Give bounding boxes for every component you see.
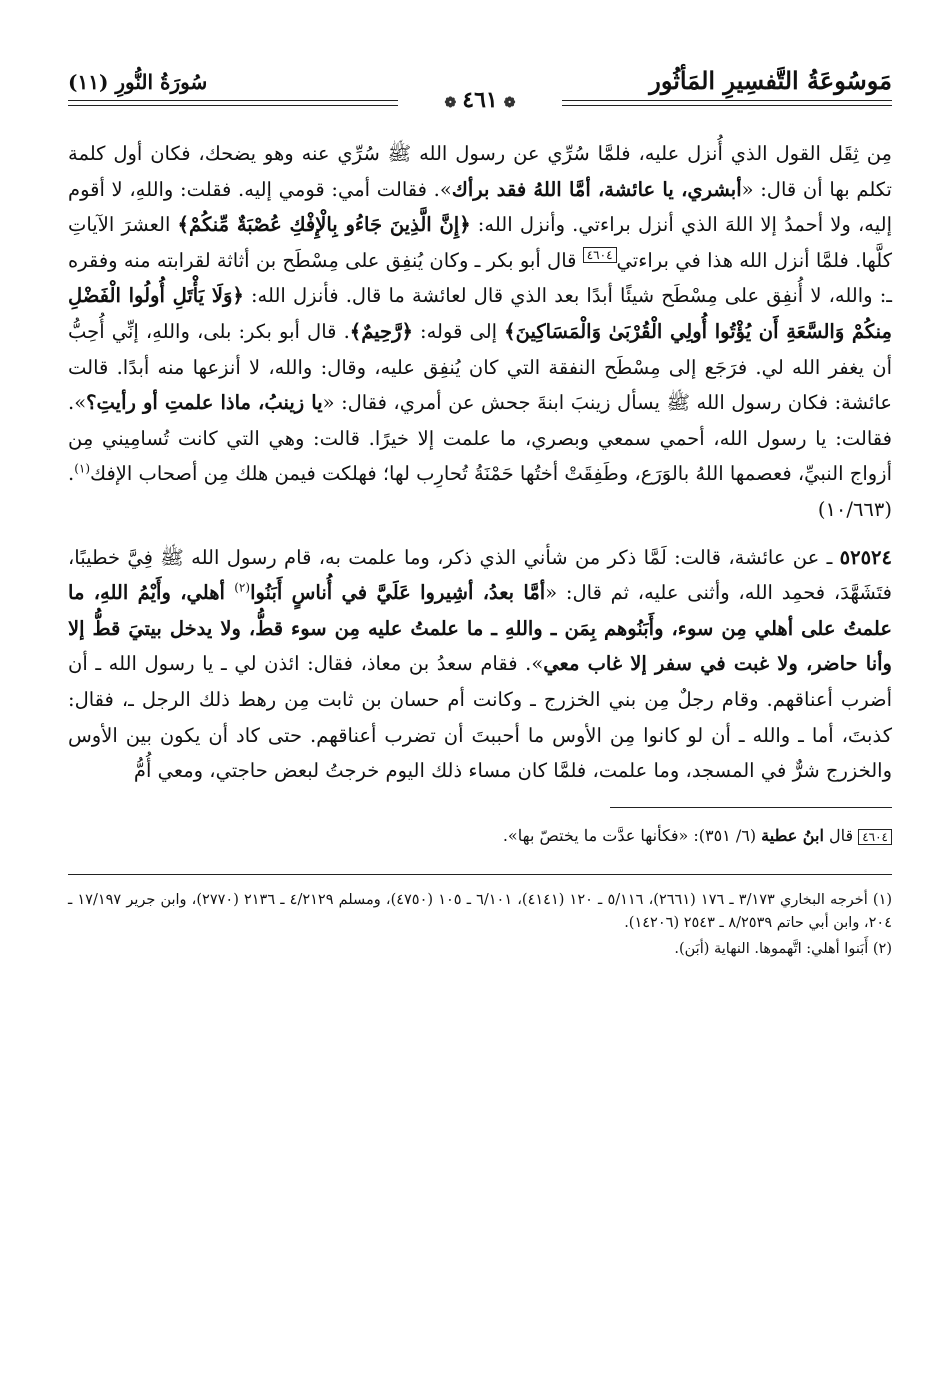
page-number-block <box>398 87 562 113</box>
text-run: (٦/ ٣٥١): «فكأنها عدَّت ما يختصّ بها». <box>502 825 762 845</box>
footnotes <box>68 889 892 962</box>
footnote-rule <box>68 874 892 875</box>
footnote-1: (١) أخرجه البخاري ٣/١٧٣ ـ ١٧٦ (٢٦٦١)، ٥/١١٦ ـ ١٢٠ (٤١٤١)، ٦/١٠١ ـ ١٠٥ (٤٧٥٠)، ومسلم ٤/٢١٢٩ ـ ٢١٣٦ (٢٧٧٠)، وابن جرير ١٧/١٩٧ ـ ٢٠٤، وابن أبي حاتم ٨/٢٥٣٩ ـ ٢٥٤٣ (١٤٢٠٦). <box>68 891 893 932</box>
commentary-author: ابنُ عطية <box>761 825 824 845</box>
text-run: مِن ثِقَل القول الذي أُنزل عليه، فلمَّا سُرِّي عن رسول الله ﷺ سُرِّي عنه وهو يضحك، فكان أول كلمة تكلم بها أن قال: « <box>68 142 892 201</box>
quran-verse: ﴿رَّحِيمٌ﴾ <box>349 319 413 343</box>
text-run: قال <box>823 825 859 845</box>
header-rule-right <box>562 100 892 106</box>
text-run: ». فقالت: يا رسول الله، أحمي سمعي وبصري، ما علمت إلا خيرًا. قالت: وهي التي كانت تُسامِيني مِن أزواج النبيِّ، فعصمها اللهُ بالوَرَع، وطَفِقَتْ أختُها حَمْنَةُ تُحارِب لها؛ فهلكت فيمن هلك مِن أصحاب الإفك <box>68 391 892 486</box>
ornament-icon: ❁ <box>444 95 457 111</box>
commentary-note <box>68 822 892 850</box>
text-run: . قال أبو بكر: بلى، واللهِ، إنِّي أُحِبُّ أن يغفر الله لي. فرَجَع إلى مِسْطَح النفقة التي كان يُنفِق عليه، وقال: والله، لا أنزعها منه أبدًا. قالت عائشة: فكان رسول الله ﷺ يسأل زينبَ ابنةَ جحش عن أمري، فقال: « <box>68 319 893 415</box>
text-run: العشرَ الآياتِ كلَّها. فلمَّا أنزل الله هذا في براءتي <box>68 213 892 272</box>
text-run: ». فقام سعدُ بن معاذ، فقال: ائذن لي ـ يا رسول الله ـ أن أضرب أعناقهم. وقام رجلٌ مِن بني الخزرج ـ وكانت أم حسان بن ثابت مِن رهط ذلك الرجل ـ، فقال: كذبتَ، أما ـ والله ـ أن لو كانوا مِن الأوس ما أحببتَ أن تضرب أعناقهم. حتى كاد أن يكون بين الأوس والخزرج شرٌّ في المسجد، وما علمت، فلمَّا كان مساء ذلك اليوم خرجتُ لبعض حاجتي، ومعي أُمُّ <box>68 652 892 783</box>
ornament-icon: ❁ <box>503 95 516 111</box>
commentary-ref-marker[interactable]: ٤٦٠٤ <box>583 247 617 263</box>
hadith-quote: أبشري، يا عائشة، أمَّا اللهُ فقد برأك <box>451 177 742 201</box>
header-rule-left <box>68 100 398 106</box>
hadith-paragraph <box>68 540 892 789</box>
text-run: قال أبو بكر ـ وكان يُنفِق على مِسْطَح بن أثاثة لقرابته منه وفقره ـ: والله، لا أُنفِق على مِسْطَح شيئًا أبدًا بعد الذي قال لعائشة ما قال. فأنزل الله: <box>68 248 892 308</box>
page-number: ٤٦١ <box>462 87 498 113</box>
book-title: مَوسُوعَةُ التَّفسِيرِ المَأثُور <box>649 66 892 95</box>
footnote-marker[interactable]: (٢) <box>234 580 251 595</box>
hadith-quote: أمَّا بعدُ، أشِيروا عَلَيَّ في أُناسٍ أَبَنُوا <box>250 581 546 605</box>
volume-reference: . (١٠/٦٦٣) <box>68 462 892 521</box>
page-header <box>68 62 892 114</box>
page <box>68 62 892 1352</box>
footnote-2: (٢) أَبَنوا أهلي: اتَّهموها. النهاية (أبَن). <box>674 940 892 957</box>
text-run: إلى قوله: <box>412 319 505 343</box>
main-text <box>68 136 892 789</box>
quran-verse: ﴿وَلَا يَأْتَلِ أُولُوا الْفَضْلِ مِنكُمْ وَالسَّعَةِ أَن يُؤْتُوا أُولِي الْقُرْبَىٰ وَالْمَسَاكِينَ﴾ <box>68 284 892 343</box>
footnote-marker[interactable]: (١) <box>74 461 91 476</box>
surah-label: سُورَةُ النُّورِ (١١) <box>68 70 208 94</box>
hadith-quote: يا زينبُ، ماذا علمتِ أو رأيتِ؟ <box>86 391 323 415</box>
hadith-number: ٥٢٥٢٤ <box>839 545 892 569</box>
commentary-ref-label: ٤٦٠٤ <box>858 829 892 845</box>
hadith-quote: أهلي، وأَيْمُ اللهِ، ما علمتُ على أهلي مِن سوء، وأَبَنُوهم بِمَن ـ واللهِ ـ ما علمتُ عليه مِن سوء قطُّ، ولا يدخل بيتيَ قطُّ إلا وأنا حاضر، ولا غبت في سفر إلا غاب معي <box>68 581 892 676</box>
text-run: ». فقالت أمي: قومي إليه. فقلت: واللهِ، لا أقوم إليه، ولا أحمدُ إلا اللهَ الذي أنزل براءتي. وأنزل الله: <box>68 177 892 237</box>
commentary-rule <box>610 807 892 808</box>
quran-verse: ﴿إِنَّ الَّذِينَ جَاءُو بِالْإِفْكِ عُصْبَةٌ مِّنكُمْ﴾ <box>177 213 471 237</box>
paragraph-continued <box>68 136 892 528</box>
text-run: ـ عن عائشة، قالت: لَمَّا ذكر من شأني الذي ذكر، وما علمت به، قام رسول الله ﷺ فِيَّ خطيبًا، فتَشَهَّدَ، فحمِد الله، وأثنى عليه، ثم قال: « <box>68 545 892 605</box>
